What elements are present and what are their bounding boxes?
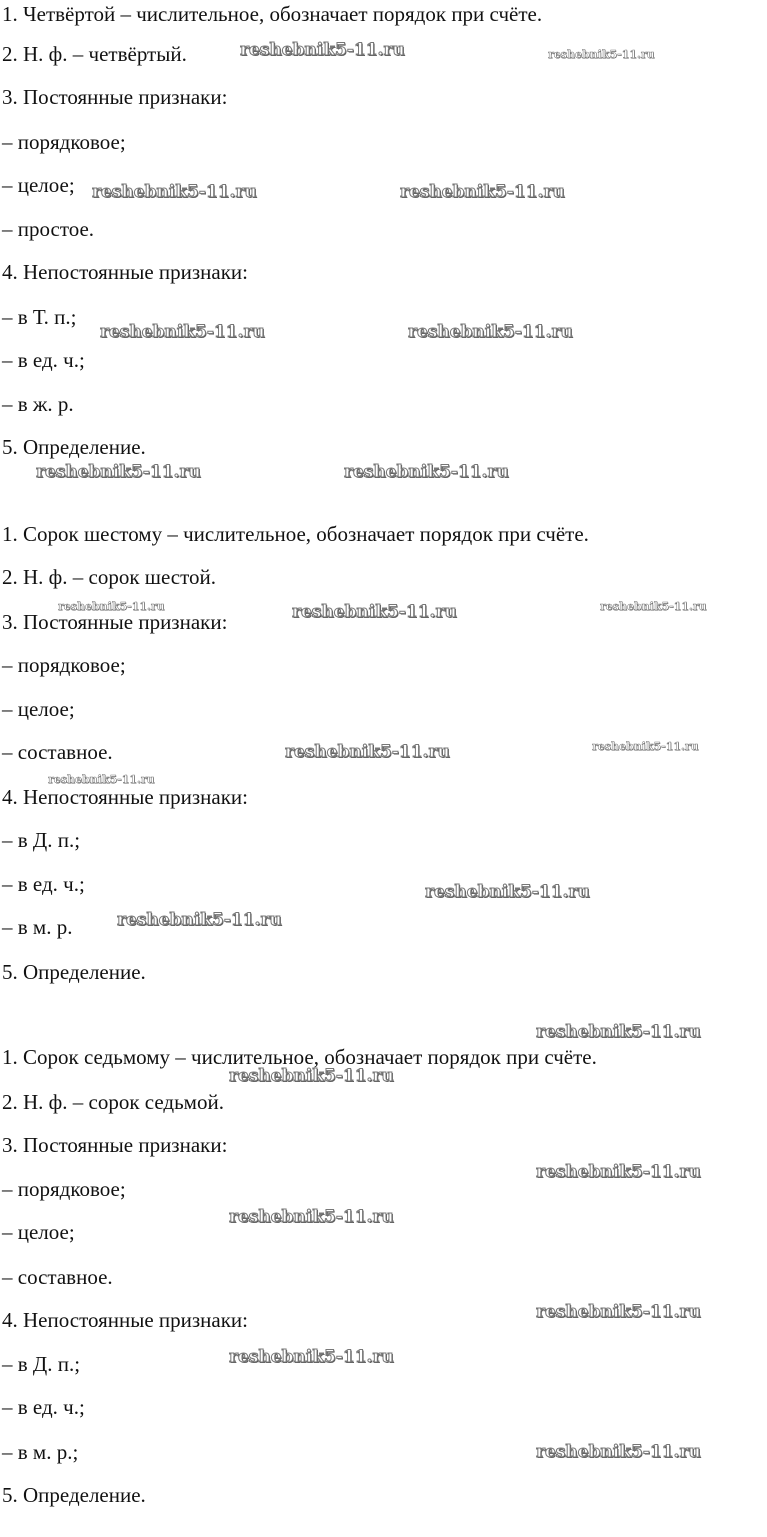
- block-2-line-5: – целое;: [2, 697, 75, 721]
- block-2-line-1: 1. Сорок шестому – числительное, обозначает порядок при счёте.: [2, 522, 589, 546]
- block-2-line-7: 4. Непостоянные признаки:: [2, 785, 248, 809]
- block-1-line-8: – в Т. п.;: [2, 305, 77, 329]
- watermark: reshebnik5-11.ru: [536, 1442, 701, 1462]
- watermark: reshebnik5-11.ru: [92, 182, 257, 202]
- block-1-line-3: 3. Постоянные признаки:: [2, 85, 228, 109]
- watermark: reshebnik5-11.ru: [536, 1162, 701, 1182]
- watermark: reshebnik5-11.ru: [292, 602, 457, 622]
- watermark: reshebnik5-11.ru: [400, 182, 565, 202]
- block-2-line-3: 3. Постоянные признаки:: [2, 610, 228, 634]
- watermark: reshebnik5-11.ru: [592, 740, 699, 753]
- block-2-line-4: – порядковое;: [2, 653, 126, 677]
- watermark: reshebnik5-11.ru: [229, 1207, 394, 1227]
- watermark: reshebnik5-11.ru: [100, 322, 265, 342]
- block-3-line-6: – составное.: [2, 1265, 113, 1289]
- block-3-line-9: – в ед. ч.;: [2, 1395, 85, 1419]
- block-2-line-9: – в ед. ч.;: [2, 872, 85, 896]
- watermark: reshebnik5-11.ru: [408, 322, 573, 342]
- block-3-line-3: 3. Постоянные признаки:: [2, 1133, 228, 1157]
- block-1-line-1: 1. Четвёртой – числительное, обозначает порядок при счёте.: [2, 2, 543, 26]
- watermark: reshebnik5-11.ru: [240, 40, 405, 60]
- block-1-line-5: – целое;: [2, 173, 75, 197]
- watermark: reshebnik5-11.ru: [229, 1347, 394, 1367]
- block-3-line-2: 2. Н. ф. – сорок седьмой.: [2, 1090, 224, 1114]
- block-1-line-11: 5. Определение.: [2, 435, 146, 459]
- block-2-line-11: 5. Определение.: [2, 960, 146, 984]
- watermark: reshebnik5-11.ru: [117, 910, 282, 930]
- watermark: reshebnik5-11.ru: [48, 773, 155, 786]
- watermark: reshebnik5-11.ru: [344, 462, 509, 482]
- watermark: reshebnik5-11.ru: [285, 742, 450, 762]
- block-2-line-8: – в Д. п.;: [2, 828, 81, 852]
- watermark: reshebnik5-11.ru: [58, 600, 165, 613]
- block-3-line-1: 1. Сорок седьмому – числительное, обозначает порядок при счёте.: [2, 1045, 597, 1069]
- block-1-line-4: – порядковое;: [2, 130, 126, 154]
- block-1-line-2: 2. Н. ф. – четвёртый.: [2, 42, 187, 66]
- block-2-line-10: – в м. р.: [2, 915, 73, 939]
- block-3-line-4: – порядковое;: [2, 1177, 126, 1201]
- watermark: reshebnik5-11.ru: [536, 1302, 701, 1322]
- watermark: reshebnik5-11.ru: [425, 882, 590, 902]
- block-3-line-11: 5. Определение.: [2, 1483, 146, 1507]
- block-2-line-6: – составное.: [2, 740, 113, 764]
- block-3-line-5: – целое;: [2, 1220, 75, 1244]
- block-1-line-6: – простое.: [2, 217, 95, 241]
- watermark: reshebnik5-11.ru: [536, 1022, 701, 1042]
- block-1-line-9: – в ед. ч.;: [2, 348, 85, 372]
- watermark: reshebnik5-11.ru: [36, 462, 201, 482]
- block-2-line-2: 2. Н. ф. – сорок шестой.: [2, 565, 217, 589]
- watermark: reshebnik5-11.ru: [229, 1066, 394, 1086]
- watermark: reshebnik5-11.ru: [600, 600, 707, 613]
- block-3-line-7: 4. Непостоянные признаки:: [2, 1308, 248, 1332]
- block-3-line-10: – в м. р.;: [2, 1440, 79, 1464]
- block-1-line-10: – в ж. р.: [2, 392, 74, 416]
- block-3-line-8: – в Д. п.;: [2, 1352, 81, 1376]
- watermark: reshebnik5-11.ru: [548, 48, 655, 61]
- block-1-line-7: 4. Непостоянные признаки:: [2, 260, 248, 284]
